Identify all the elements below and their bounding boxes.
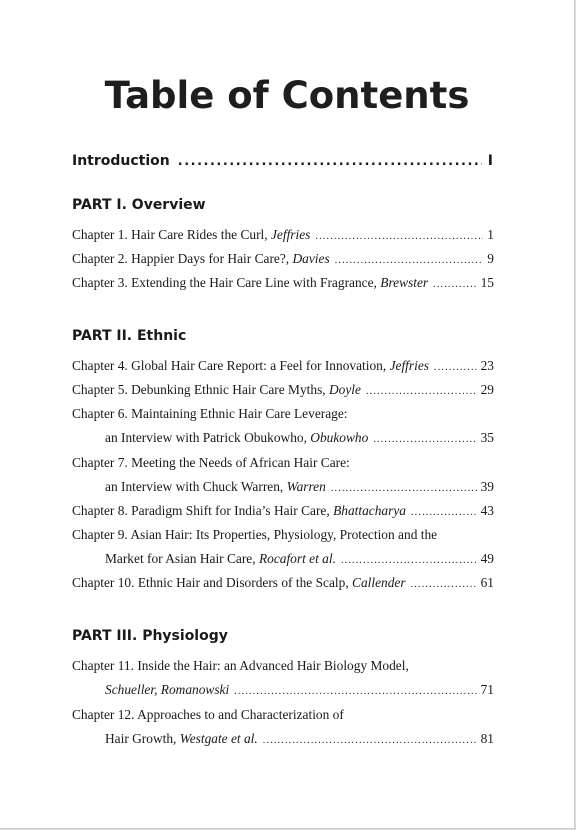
toc-entry-chapter-12[interactable] xyxy=(105,731,494,747)
toc-entry-chapter-5[interactable] xyxy=(72,382,494,398)
chapter-title: an Interview with Patrick Obukowho, xyxy=(105,430,307,445)
leader-dots xyxy=(366,386,477,397)
chapter-page: 15 xyxy=(480,275,494,290)
chapter-author: Doyle xyxy=(328,382,361,397)
chapter-author: Jeffries xyxy=(389,358,429,373)
leader-dots xyxy=(178,154,482,169)
toc-entry-chapter-10[interactable] xyxy=(72,575,494,591)
toc-entry-chapter-4[interactable] xyxy=(72,358,494,374)
chapter-author: Warren xyxy=(286,479,326,494)
toc-entry-chapter-9[interactable] xyxy=(105,551,494,567)
chapter-author: Rocafort et al. xyxy=(258,551,336,566)
chapter-author: Westgate et al. xyxy=(179,731,258,746)
chapter-page: 35 xyxy=(480,430,494,445)
chapter-author: Jeffries xyxy=(270,227,311,242)
leader-dots xyxy=(341,555,477,566)
chapter-title-line1[interactable]: Chapter 9. Asian Hair: Its Properties, Physiology, Protection and the xyxy=(72,527,438,542)
chapter-author: Schueller, Romanowski xyxy=(105,682,230,697)
chapter-title-line1[interactable]: Chapter 12. Approaches to and Characterization of xyxy=(72,707,344,722)
leader-dots xyxy=(433,279,476,290)
toc-entry-chapter-6[interactable] xyxy=(105,430,494,446)
chapter-author: Obukowho xyxy=(310,430,369,445)
chapter-author: Davies xyxy=(292,251,330,266)
chapter-title-line1[interactable]: Chapter 11. Inside the Hair: an Advanced Hair Biology Model, xyxy=(72,658,409,673)
toc-entry-chapter-3[interactable] xyxy=(72,275,494,291)
chapter-page: 71 xyxy=(480,682,494,697)
chapter-title: Chapter 1. Hair Care Rides the Curl, xyxy=(72,227,268,242)
chapter-page: 9 xyxy=(487,251,494,266)
leader-dots xyxy=(373,434,476,445)
introduction-label: Introduction xyxy=(72,153,170,169)
toc-entry-introduction[interactable] xyxy=(72,153,493,169)
chapter-page: 23 xyxy=(480,358,494,373)
chapter-author: Bhattacharya xyxy=(333,503,406,518)
leader-dots xyxy=(411,507,477,518)
toc-entry-chapter-8[interactable] xyxy=(72,503,494,519)
page-title: Table of Contents xyxy=(104,74,470,117)
toc-entry-chapter-2[interactable] xyxy=(72,251,494,267)
chapter-title-line1[interactable]: Chapter 7. Meeting the Needs of African Hair Care: xyxy=(72,455,350,470)
chapter-page: 1 xyxy=(487,227,494,242)
chapter-title: an Interview with Chuck Warren, xyxy=(105,479,284,494)
introduction-page: I xyxy=(487,153,493,169)
toc-entry-chapter-1[interactable] xyxy=(72,227,494,243)
chapter-title: Chapter 3. Extending the Hair Care Line with Fragrance, xyxy=(72,275,377,290)
toc-entry-chapter-11[interactable] xyxy=(105,682,494,698)
chapter-title: Chapter 4. Global Hair Care Report: a Feel for Innovation, xyxy=(72,358,387,373)
part-heading-3: PART III. Physiology xyxy=(72,628,228,644)
leader-dots xyxy=(263,735,477,746)
chapter-title-line1[interactable]: Chapter 6. Maintaining Ethnic Hair Care Leverage: xyxy=(72,406,348,421)
chapter-title: Market for Asian Hair Care, xyxy=(105,551,256,566)
chapter-page: 29 xyxy=(480,382,494,397)
chapter-title: Hair Growth, xyxy=(105,731,177,746)
chapter-page: 39 xyxy=(480,479,494,494)
chapter-author: Brewster xyxy=(380,275,429,290)
chapter-title: Chapter 5. Debunking Ethnic Hair Care Myths, xyxy=(72,382,326,397)
leader-dots xyxy=(331,483,477,494)
toc-entry-chapter-7[interactable] xyxy=(105,479,494,495)
part-heading-1: PART I. Overview xyxy=(72,197,206,213)
chapter-title: Chapter 2. Happier Days for Hair Care?, xyxy=(72,251,290,266)
part-heading-2: PART II. Ethnic xyxy=(72,328,187,344)
leader-dots xyxy=(335,255,484,266)
leader-dots xyxy=(234,686,476,697)
chapter-author: Callender xyxy=(352,575,406,590)
chapter-title: Chapter 8. Paradigm Shift for India’s Hair Care, xyxy=(72,503,330,518)
chapter-page: 81 xyxy=(480,731,494,746)
chapter-page: 49 xyxy=(480,551,494,566)
chapter-page: 61 xyxy=(480,575,494,590)
leader-dots xyxy=(315,231,483,242)
leader-dots xyxy=(411,579,477,590)
chapter-page: 43 xyxy=(480,503,494,518)
leader-dots xyxy=(434,362,477,373)
chapter-title: Chapter 10. Ethnic Hair and Disorders of the Scalp, xyxy=(72,575,349,590)
